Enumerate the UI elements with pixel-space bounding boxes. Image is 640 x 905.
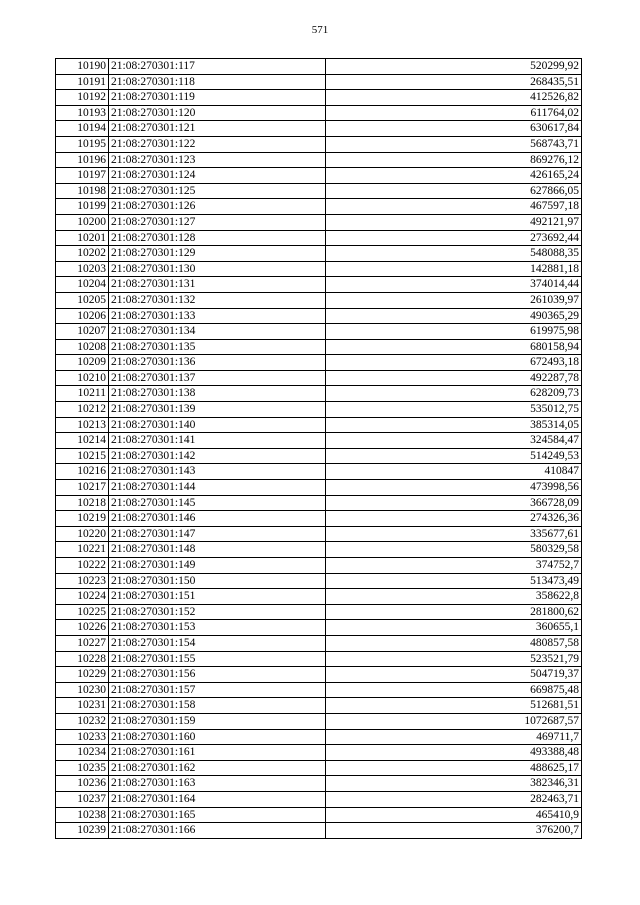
value-cell: 493388,48 — [326, 745, 582, 761]
cadastral-number-cell: 21:08:270301:152 — [109, 604, 326, 620]
table-row — [56, 760, 582, 776]
value-cell: 382346,31 — [326, 776, 582, 792]
row-number-cell: 10210 — [56, 370, 109, 386]
value-cell: 504719,37 — [326, 667, 582, 683]
row-number-cell: 10209 — [56, 355, 109, 371]
value-cell: 142881,18 — [326, 261, 582, 277]
value-cell: 268435,51 — [326, 74, 582, 90]
row-number-cell: 10202 — [56, 246, 109, 262]
table-row — [56, 604, 582, 620]
table-row — [56, 74, 582, 90]
value-cell: 523521,79 — [326, 651, 582, 667]
row-number-cell: 10193 — [56, 105, 109, 121]
row-number-cell: 10236 — [56, 776, 109, 792]
cadastral-number-cell: 21:08:270301:129 — [109, 246, 326, 262]
cadastral-number-cell: 21:08:270301:142 — [109, 448, 326, 464]
value-cell: 273692,44 — [326, 230, 582, 246]
value-cell: 568743,71 — [326, 136, 582, 152]
cadastral-number-cell: 21:08:270301:121 — [109, 121, 326, 137]
cadastral-number-cell: 21:08:270301:146 — [109, 511, 326, 527]
value-cell: 611764,02 — [326, 105, 582, 121]
value-cell: 374014,44 — [326, 277, 582, 293]
value-cell: 281800,62 — [326, 604, 582, 620]
cadastral-number-cell: 21:08:270301:153 — [109, 620, 326, 636]
row-number-cell: 10231 — [56, 698, 109, 714]
cadastral-number-cell: 21:08:270301:120 — [109, 105, 326, 121]
value-cell: 412526,82 — [326, 90, 582, 106]
row-number-cell: 10218 — [56, 495, 109, 511]
cadastral-number-cell: 21:08:270301:133 — [109, 308, 326, 324]
cadastral-number-cell: 21:08:270301:135 — [109, 339, 326, 355]
cadastral-number-cell: 21:08:270301:124 — [109, 168, 326, 184]
row-number-cell: 10235 — [56, 760, 109, 776]
row-number-cell: 10196 — [56, 152, 109, 168]
value-cell: 480857,58 — [326, 635, 582, 651]
row-number-cell: 10197 — [56, 168, 109, 184]
row-number-cell: 10219 — [56, 511, 109, 527]
cadastral-number-cell: 21:08:270301:149 — [109, 558, 326, 574]
row-number-cell: 10207 — [56, 324, 109, 340]
row-number-cell: 10214 — [56, 433, 109, 449]
row-number-cell: 10217 — [56, 480, 109, 496]
table-row — [56, 745, 582, 761]
row-number-cell: 10199 — [56, 199, 109, 215]
cadastral-number-cell: 21:08:270301:161 — [109, 745, 326, 761]
table-row — [56, 776, 582, 792]
cadastral-number-cell: 21:08:270301:162 — [109, 760, 326, 776]
row-number-cell: 10215 — [56, 448, 109, 464]
table-row — [56, 542, 582, 558]
value-cell: 512681,51 — [326, 698, 582, 714]
cadastral-number-cell: 21:08:270301:144 — [109, 480, 326, 496]
table-row — [56, 183, 582, 199]
cadastral-number-cell: 21:08:270301:154 — [109, 635, 326, 651]
table-row — [56, 713, 582, 729]
value-cell: 473998,56 — [326, 480, 582, 496]
table-row — [56, 823, 582, 839]
cadastral-number-cell: 21:08:270301:118 — [109, 74, 326, 90]
table-row — [56, 682, 582, 698]
table-row — [56, 230, 582, 246]
row-number-cell: 10201 — [56, 230, 109, 246]
cadastral-number-cell: 21:08:270301:125 — [109, 183, 326, 199]
row-number-cell: 10232 — [56, 713, 109, 729]
table-row — [56, 511, 582, 527]
value-cell: 426165,24 — [326, 168, 582, 184]
value-cell: 619975,98 — [326, 324, 582, 340]
row-number-cell: 10198 — [56, 183, 109, 199]
value-cell: 360655,1 — [326, 620, 582, 636]
cadastral-number-cell: 21:08:270301:123 — [109, 152, 326, 168]
cadastral-number-cell: 21:08:270301:127 — [109, 214, 326, 230]
row-number-cell: 10223 — [56, 573, 109, 589]
cadastral-number-cell: 21:08:270301:147 — [109, 526, 326, 542]
page-number: 571 — [311, 24, 329, 36]
row-number-cell: 10221 — [56, 542, 109, 558]
table-row — [56, 667, 582, 683]
row-number-cell: 10194 — [56, 121, 109, 137]
table-row — [56, 573, 582, 589]
cadastral-number-cell: 21:08:270301:166 — [109, 823, 326, 839]
value-cell: 469711,7 — [326, 729, 582, 745]
value-cell: 358622,8 — [326, 589, 582, 605]
row-number-cell: 10211 — [56, 386, 109, 402]
value-cell: 535012,75 — [326, 402, 582, 418]
row-number-cell: 10191 — [56, 74, 109, 90]
value-cell: 580329,58 — [326, 542, 582, 558]
value-cell: 669875,48 — [326, 682, 582, 698]
row-number-cell: 10192 — [56, 90, 109, 106]
table-row — [56, 277, 582, 293]
value-cell: 672493,18 — [326, 355, 582, 371]
row-number-cell: 10212 — [56, 402, 109, 418]
cadastral-number-cell: 21:08:270301:128 — [109, 230, 326, 246]
value-cell: 513473,49 — [326, 573, 582, 589]
table-row — [56, 136, 582, 152]
table-row — [56, 121, 582, 137]
table-row — [56, 791, 582, 807]
table-row — [56, 214, 582, 230]
row-number-cell: 10222 — [56, 558, 109, 574]
table-row — [56, 729, 582, 745]
value-cell: 374752,7 — [326, 558, 582, 574]
table-row — [56, 339, 582, 355]
cadastral-number-cell: 21:08:270301:122 — [109, 136, 326, 152]
cadastral-number-cell: 21:08:270301:156 — [109, 667, 326, 683]
table-row — [56, 620, 582, 636]
row-number-cell: 10238 — [56, 807, 109, 823]
table-row — [56, 246, 582, 262]
table-row — [56, 651, 582, 667]
value-cell: 628209,73 — [326, 386, 582, 402]
cadastral-number-cell: 21:08:270301:163 — [109, 776, 326, 792]
cadastral-number-cell: 21:08:270301:141 — [109, 433, 326, 449]
value-cell: 869276,12 — [326, 152, 582, 168]
table-row — [56, 433, 582, 449]
cadastral-number-cell: 21:08:270301:159 — [109, 713, 326, 729]
table-row — [56, 152, 582, 168]
table-row — [56, 464, 582, 480]
value-cell: 465410,9 — [326, 807, 582, 823]
cadastral-number-cell: 21:08:270301:148 — [109, 542, 326, 558]
table-row — [56, 807, 582, 823]
value-cell: 274326,36 — [326, 511, 582, 527]
table-row — [56, 308, 582, 324]
value-cell: 376200,7 — [326, 823, 582, 839]
cadastral-number-cell: 21:08:270301:158 — [109, 698, 326, 714]
value-cell: 335677,61 — [326, 526, 582, 542]
table-row — [56, 370, 582, 386]
cadastral-number-cell: 21:08:270301:131 — [109, 277, 326, 293]
row-number-cell: 10208 — [56, 339, 109, 355]
row-number-cell: 10195 — [56, 136, 109, 152]
table-row — [56, 589, 582, 605]
cadastral-number-cell: 21:08:270301:145 — [109, 495, 326, 511]
value-cell: 627866,05 — [326, 183, 582, 199]
row-number-cell: 10213 — [56, 417, 109, 433]
row-number-cell: 10234 — [56, 745, 109, 761]
table-row — [56, 448, 582, 464]
table-row — [56, 324, 582, 340]
cadastral-number-cell: 21:08:270301:160 — [109, 729, 326, 745]
value-cell: 630617,84 — [326, 121, 582, 137]
value-cell: 492121,97 — [326, 214, 582, 230]
row-number-cell: 10233 — [56, 729, 109, 745]
row-number-cell: 10204 — [56, 277, 109, 293]
cadastral-number-cell: 21:08:270301:157 — [109, 682, 326, 698]
value-cell: 488625,17 — [326, 760, 582, 776]
table-row — [56, 386, 582, 402]
table-row — [56, 698, 582, 714]
value-cell: 520299,92 — [326, 59, 582, 75]
row-number-cell: 10239 — [56, 823, 109, 839]
value-cell: 1072687,57 — [326, 713, 582, 729]
table-row — [56, 199, 582, 215]
table-row — [56, 402, 582, 418]
row-number-cell: 10203 — [56, 261, 109, 277]
value-cell: 366728,09 — [326, 495, 582, 511]
cadastral-number-cell: 21:08:270301:132 — [109, 292, 326, 308]
cadastral-number-cell: 21:08:270301:117 — [109, 59, 326, 75]
value-cell: 492287,78 — [326, 370, 582, 386]
cadastral-number-cell: 21:08:270301:140 — [109, 417, 326, 433]
table-body — [56, 59, 582, 839]
cadastral-number-cell: 21:08:270301:136 — [109, 355, 326, 371]
row-number-cell: 10228 — [56, 651, 109, 667]
cadastral-number-cell: 21:08:270301:155 — [109, 651, 326, 667]
row-number-cell: 10225 — [56, 604, 109, 620]
cadastral-number-cell: 21:08:270301:151 — [109, 589, 326, 605]
table-row — [56, 355, 582, 371]
row-number-cell: 10230 — [56, 682, 109, 698]
value-cell: 282463,71 — [326, 791, 582, 807]
table-row — [56, 526, 582, 542]
row-number-cell: 10216 — [56, 464, 109, 480]
cadastral-number-cell: 21:08:270301:130 — [109, 261, 326, 277]
row-number-cell: 10229 — [56, 667, 109, 683]
cadastral-number-cell: 21:08:270301:165 — [109, 807, 326, 823]
cadastral-number-cell: 21:08:270301:134 — [109, 324, 326, 340]
table-row — [56, 635, 582, 651]
cadastral-number-cell: 21:08:270301:143 — [109, 464, 326, 480]
cadastral-number-cell: 21:08:270301:119 — [109, 90, 326, 106]
cadastral-number-cell: 21:08:270301:150 — [109, 573, 326, 589]
table-row — [56, 90, 582, 106]
row-number-cell: 10226 — [56, 620, 109, 636]
row-number-cell: 10205 — [56, 292, 109, 308]
cadastral-number-cell: 21:08:270301:138 — [109, 386, 326, 402]
table-row — [56, 105, 582, 121]
table-row — [56, 292, 582, 308]
value-cell: 680158,94 — [326, 339, 582, 355]
row-number-cell: 10227 — [56, 635, 109, 651]
row-number-cell: 10224 — [56, 589, 109, 605]
row-number-cell: 10200 — [56, 214, 109, 230]
table-row — [56, 168, 582, 184]
row-number-cell: 10237 — [56, 791, 109, 807]
table-row — [56, 480, 582, 496]
value-cell: 490365,29 — [326, 308, 582, 324]
value-cell: 261039,97 — [326, 292, 582, 308]
cadastral-number-cell: 21:08:270301:137 — [109, 370, 326, 386]
row-number-cell: 10190 — [56, 59, 109, 75]
value-cell: 514249,53 — [326, 448, 582, 464]
cadastral-number-cell: 21:08:270301:126 — [109, 199, 326, 215]
table-row — [56, 59, 582, 75]
row-number-cell: 10220 — [56, 526, 109, 542]
cadastral-number-cell: 21:08:270301:164 — [109, 791, 326, 807]
value-cell: 324584,47 — [326, 433, 582, 449]
value-cell: 467597,18 — [326, 199, 582, 215]
value-cell: 410847 — [326, 464, 582, 480]
data-table — [55, 58, 582, 839]
table-row — [56, 558, 582, 574]
table-row — [56, 261, 582, 277]
cadastral-number-cell: 21:08:270301:139 — [109, 402, 326, 418]
table-row — [56, 495, 582, 511]
row-number-cell: 10206 — [56, 308, 109, 324]
value-cell: 385314,05 — [326, 417, 582, 433]
value-cell: 548088,35 — [326, 246, 582, 262]
table-row — [56, 417, 582, 433]
